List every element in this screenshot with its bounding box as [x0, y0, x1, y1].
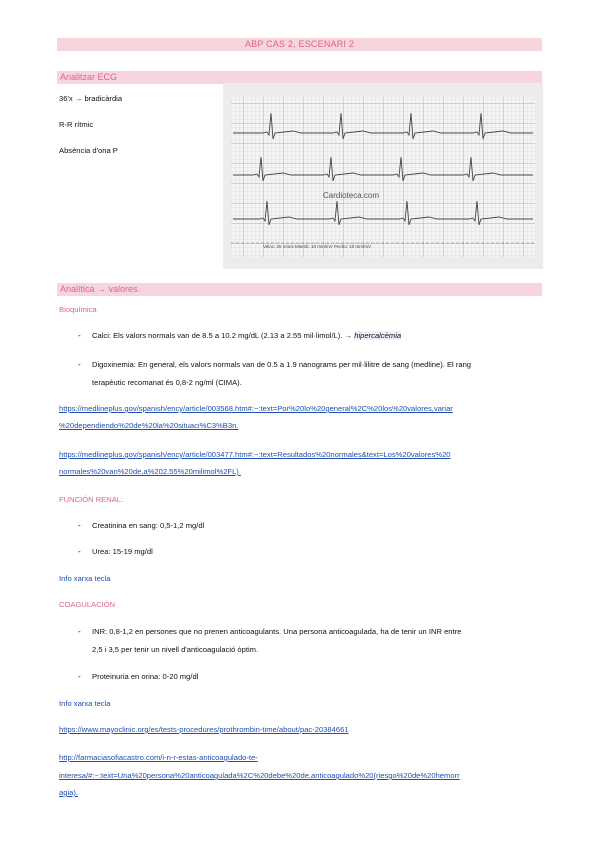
bullet-dash: -	[78, 547, 81, 556]
medline-link-1-line-1[interactable]: https://medlineplus.gov/spanish/ency/article/003568.htm#:~:text=Por%20lo%20general%2C%20los%20valores,variar	[59, 404, 453, 413]
urea-item: Urea: 15-19 mg/dl	[92, 547, 153, 556]
farmacia-link-line-1[interactable]: http://farmaciasofiacastro.com/i-n-r-estas-anticoagulado-te-	[59, 753, 258, 762]
subheading-bioquimica: Bioquímica	[59, 305, 97, 314]
proteinuria-item: Proteinuria en orina: 0-20 mg/dl	[92, 672, 199, 681]
subheading-funcion-renal: FUNCIÓN RENAL:	[59, 495, 124, 504]
bullet-dash: -	[78, 360, 81, 369]
calci-line	[92, 330, 401, 342]
calci-emphasis: hipercalcèmia	[354, 331, 402, 340]
ecg-grid-graphic	[223, 83, 543, 269]
inr-line-1: INR: 0,8-1,2 en persones que no prenen anticoagulants. Una persona anticoagulada, ha de tenir un INR entre	[92, 627, 462, 636]
document-title: ABP CAS 2, ESCENARI 2	[57, 38, 542, 51]
info-xarxa-tecla-coag[interactable]: Info xarxa tecla	[59, 699, 111, 708]
creatinina-item: Creatinina en sang: 0,5-1,2 mg/dl	[92, 521, 205, 530]
ecg-finding-3: Absència d'ona P	[59, 146, 118, 155]
bullet-dash: -	[78, 627, 81, 636]
ecg-finding-1: 36'x → bradicàrdia	[59, 94, 123, 103]
medline-link-1-line-2[interactable]: %20dependiendo%20de%20la%20situaci%C3%B3n.	[59, 421, 239, 430]
farmacia-link-line-2[interactable]: interesa/#:~:text=Una%20persona%20anticoagulada%2C%20debe%20de,anticoagulado%20(riesgo%20de%20hemorr	[59, 771, 460, 780]
digoxinemia-line-2: terapèutic recomanat és 0,8-2 ng/ml (CIMA).	[92, 378, 242, 387]
ecg-finding-2: R-R rítmic	[59, 120, 94, 129]
bullet-dash: -	[78, 521, 81, 530]
medline-link-2-line-2[interactable]: normales%20van%20de,a%202.55%20milimol%2FL).	[59, 467, 241, 476]
medline-link-2-line-1[interactable]: https://medlineplus.gov/spanish/ency/article/003477.htm#:~:text=Resultados%20normales&text=Los%20valores%20	[59, 450, 451, 459]
ecg-watermark: Cardioteca.com	[323, 191, 380, 200]
farmacia-link-line-3[interactable]: agia).	[59, 788, 78, 797]
ecg-strip-image	[223, 83, 543, 269]
section-heading-analytics: Analítica → valores.	[57, 283, 542, 296]
mayoclinic-link[interactable]: https://www.mayoclinic.org/es/tests-procedures/prothrombin-time/about/pac-20384661	[59, 725, 349, 734]
calci-text: Calci: Els valors normals van de 8.5 a 10.2 mg/dL (2.13 a 2.55 mil·limol/L). →	[92, 331, 353, 340]
bullet-dash: -	[78, 672, 81, 681]
inr-line-2: 2,5 i 3,5 per tenir un nivell d'anticoagulació òptim.	[92, 645, 259, 654]
ecg-footer-text: Veloc: 25 mm/s Miemb: 10 mm/mV Pecho: 10 mm/mV	[263, 244, 372, 249]
bullet-dash: -	[78, 331, 81, 340]
section-heading-ecg: Analitzar ECG	[57, 71, 542, 84]
info-xarxa-tecla-renal[interactable]: Info xarxa tecla	[59, 574, 111, 583]
subheading-coagulacion: COAGULACIÓN	[59, 600, 116, 609]
digoxinemia-line-1: Digoxinemia: En general, els valors normals van de 0.5 a 1.9 nanograms per mil·lilitre de sang (medline). El rang	[92, 360, 472, 369]
